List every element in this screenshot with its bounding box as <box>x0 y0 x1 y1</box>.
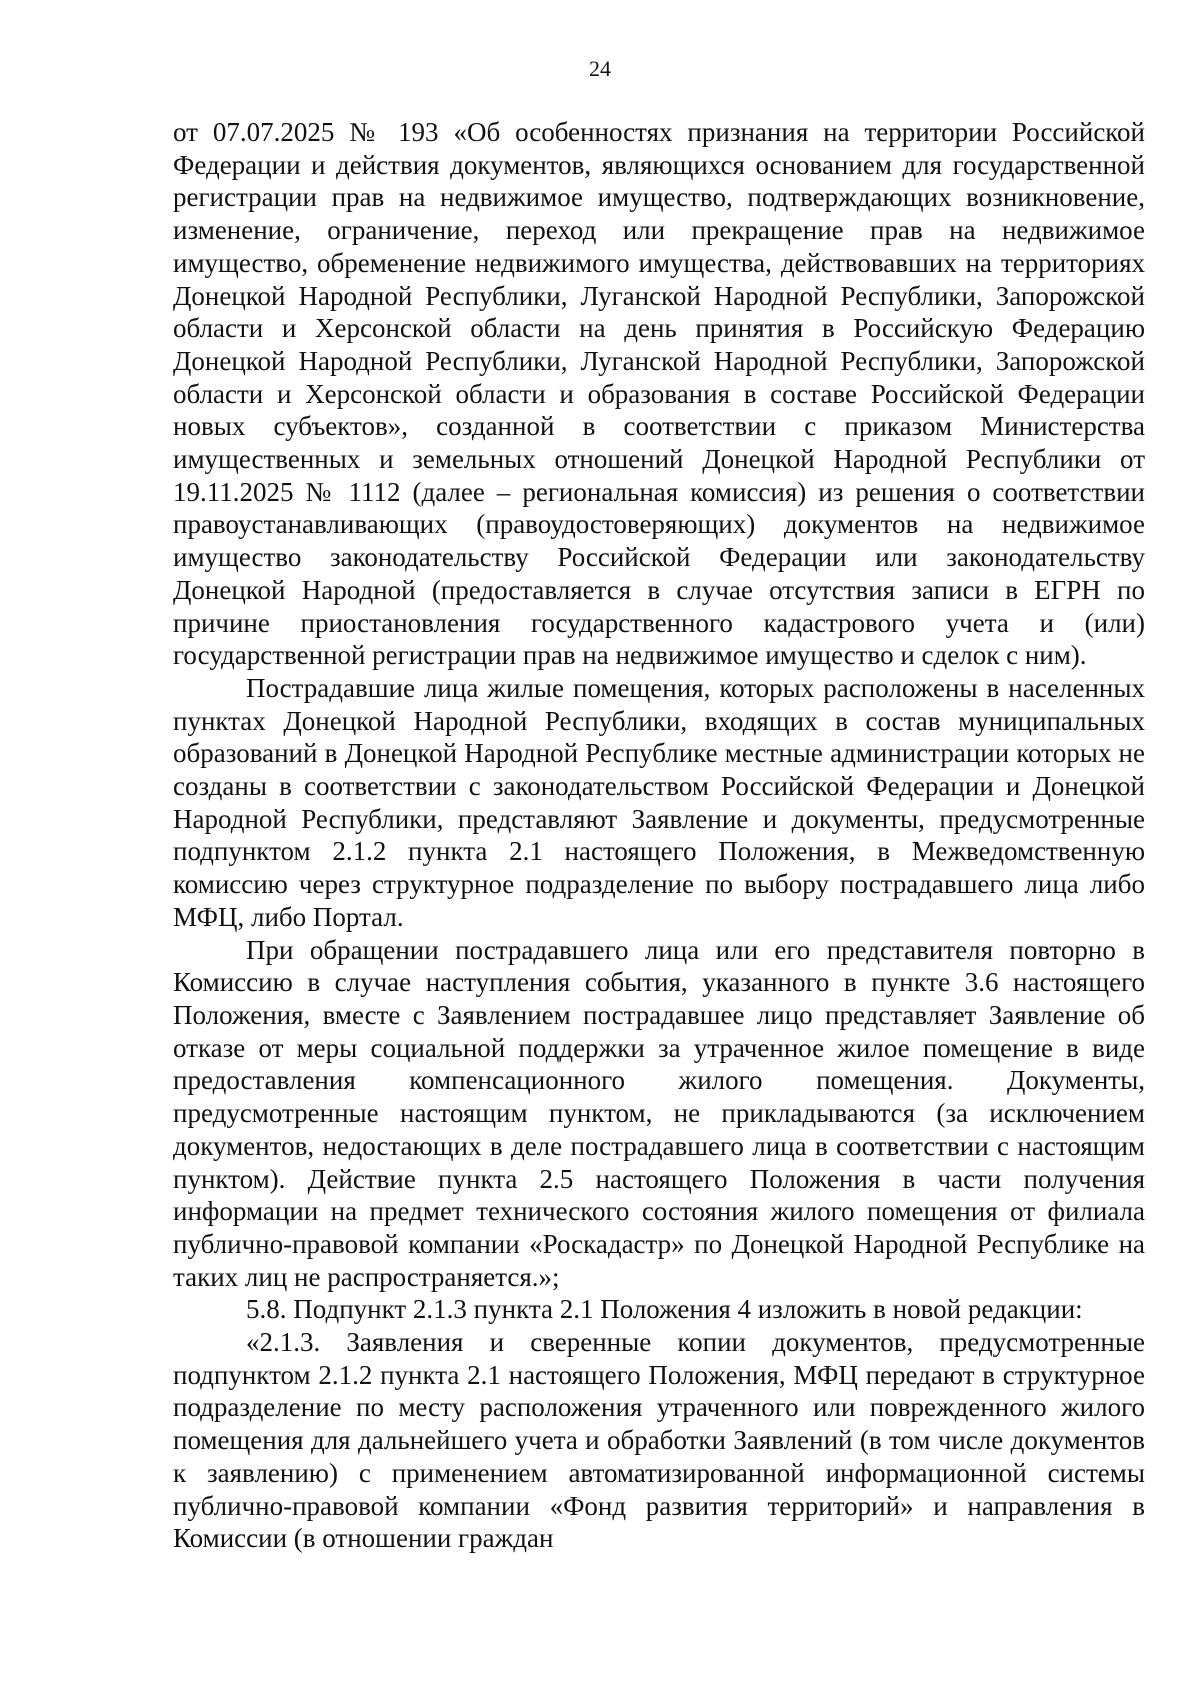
paragraph-affected-persons: Пострадавшие лица жилые помещения, которых расположены в населенных пунктах Донецкой Народной Республики, входящих в состав муниципальных образований в Донецкой Народной Республике местные администрации которых не созданы в соответствии с законодательством Российской Федерации и Донецкой Народной Республики, представляют Заявление и документы, предусмотренные подпунктом 2.1.2 пункта 2.1 настоящего Положения, в Межведомственную комиссию через структурное подразделение по выбору пострадавшего лица либо МФЦ, либо Портал. <box>173 672 1145 932</box>
paragraph-subclause-2-1-3: «2.1.3. Заявления и сверенные копии документов, предусмотренные подпунктом 2.1.2 пункта 2.1 настоящего Положения, МФЦ передают в структурное подразделение по месту расположения утраченного или поврежденного жилого помещения для дальнейшего учета и обработки Заявлений (в том числе документов к заявлению) с применением автоматизированной информационной системы публично-правовой компании «Фонд развития территорий» и направления в Комиссии (в отношении граждан <box>173 1327 1145 1554</box>
document-body <box>173 116 1145 1555</box>
paragraph-continuation: от 07.07.2025 № 193 «Об особенностях признания на территории Российской Федерации и действия документов, являющихся основанием для государственной регистрации прав на недвижимое имущество, подтверждающих возникновение, изменение, ограничение, переход или прекращение прав на недвижимое имущество, обременение недвижимого имущества, действовавших на территориях Донецкой Народной Республики, Луганской Народной Республики, Запорожской области и Херсонской области на день принятия в Российскую Федерацию Донецкой Народной Республики, Луганской Народной Республики, Запорожской области и Херсонской области и образования в составе Российской Федерации новых субъектов», созданной в соответствии с приказом Министерства имущественных и земельных отношений Донецкой Народной Республики от 19.11.2025 № 1112 (далее – региональная комиссия) из решения о соответствии правоустанавливающих (правоудостоверяющих) документов на недвижимое имущество законодательству Российской Федерации или законодательству Донецкой Народной (предоставляется в случае отсутствия записи в ЕГРН по причине приостановления государственного кадастрового учета и (или) государственной регистрации прав на недвижимое имущество и сделок с ним). <box>173 117 1145 671</box>
paragraph-clause-5-8: 5.8. Подпункт 2.1.3 пункта 2.1 Положения 4 изложить в новой редакции: <box>246 1294 1083 1325</box>
page-number: 24 <box>589 56 611 81</box>
paragraph-repeat-application: При обращении пострадавшего лица или его представителя повторно в Комиссию в случае наступления события, указанного в пункте 3.6 настоящего Положения, вместе с Заявлением пострадавшее лицо представляет Заявление об отказе от меры социальной поддержки за утраченное жилое помещение в виде предоставления компенсационного жилого помещения. Документы, предусмотренные настоящим пунктом, не прикладываются (за исключением документов, недостающих в деле пострадавшего лица в соответствии с настоящим пунктом). Действие пункта 2.5 настоящего Положения в части получения информации на предмет технического состояния жилого помещения от филиала публично-правовой компании «Роскадастр» по Донецкой Народной Республике на таких лиц не распространяется.»; <box>173 934 1145 1292</box>
